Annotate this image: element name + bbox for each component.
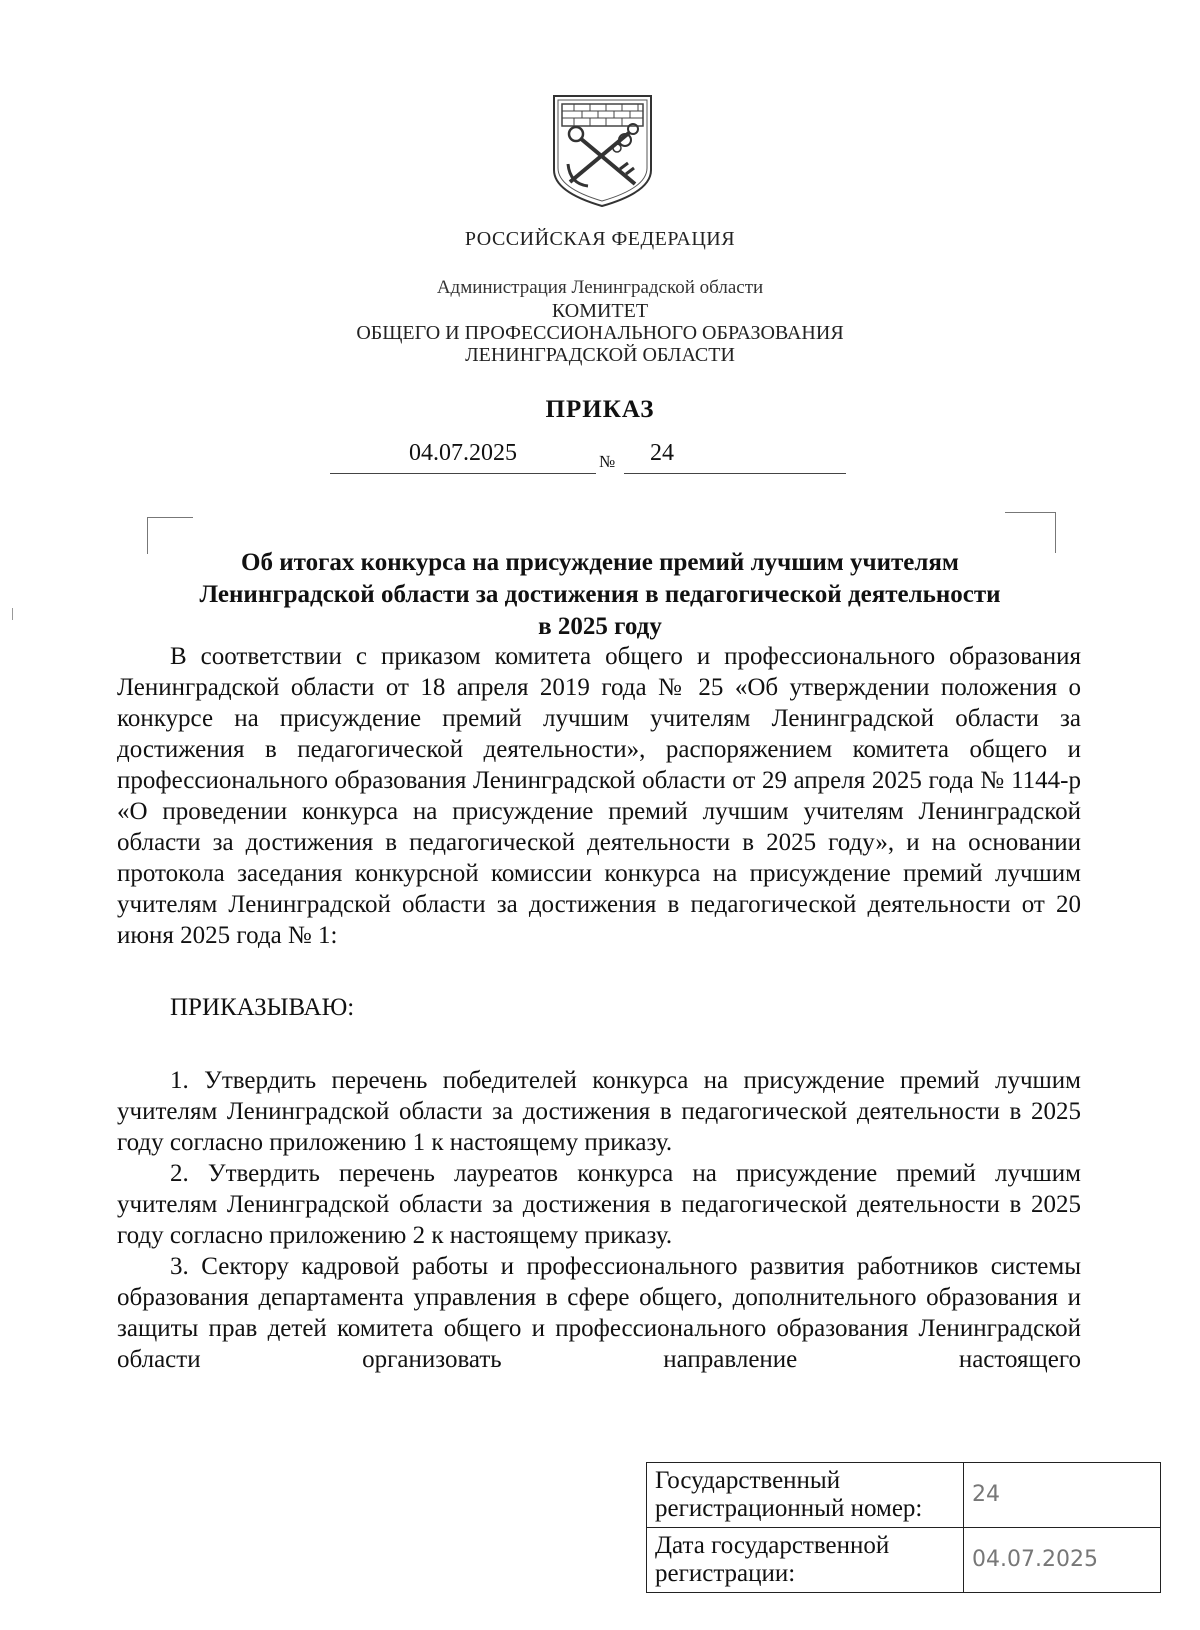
order-item-3: 3. Сектору кадровой работы и профессионального развития работников системы образования департамента управления в сфере общего, дополнительного образования и защиты прав детей комитета общего и профессионального образования Ленинградской области организовать направление настоящего [117, 1253, 1081, 1373]
title-line-2: Ленинградской области за достижения в педагогической деятельности [199, 581, 1001, 608]
registration-number-row [647, 1463, 1161, 1528]
order-number: 24 [650, 440, 674, 466]
document-body [117, 641, 1081, 1375]
country-name: РОССИЙСКАЯ ФЕДЕРАЦИЯ [464, 228, 736, 250]
number-sign: № [599, 452, 616, 471]
order-item-2: 2. Утвердить перечень лауреатов конкурса на присуждение премий лучшим учителям Ленинградской области за достижения в педагогической деятельности в 2025 году согласно приложению 2 к настоящему приказу. [117, 1160, 1081, 1249]
registration-date-value: 04.07.2025 [964, 1528, 1161, 1593]
order-date: 04.07.2025 [330, 440, 596, 474]
committee-label: КОМИТЕТ [551, 300, 649, 322]
committee-full-line-1: ОБЩЕГО И ПРОФЕССИОНАЛЬНОГО ОБРАЗОВАНИЯ [356, 322, 844, 344]
administration-name: Администрация Ленинградской области [436, 277, 764, 298]
registration-number-label: Государственный регистрационный номер: [647, 1463, 964, 1528]
registration-table [646, 1462, 1161, 1593]
order-number-field [624, 440, 846, 474]
order-item-1: 1. Утвердить перечень победителей конкурса на присуждение премий лучшим учителям Ленинградской области за достижения в педагогической деятельности в 2025 году согласно приложению 1 к настоящему приказу. [117, 1067, 1081, 1156]
committee-full-line-2: ЛЕНИНГРАДСКОЙ ОБЛАСТИ [465, 344, 735, 366]
coat-of-arms-icon [550, 92, 655, 210]
scan-mark [12, 608, 13, 620]
document-type: ПРИКАЗ [545, 396, 655, 423]
order-word: ПРИКАЗЫВАЮ: [170, 994, 355, 1021]
document-title [130, 547, 1070, 643]
registration-date-row [647, 1528, 1161, 1593]
registration-number-value: 24 [964, 1463, 1161, 1528]
preamble-paragraph: В соответствии с приказом комитета общего и профессионального образования Ленинградской области от 18 апреля 2019 года № 25 «Об утверждении положения о конкурсе на присуждение премий лучшим учителям Ленинградской области за достижения в педагогической деятельности», распоряжением комитета общего и профессионального образования Ленинградской области от 29 апреля 2025 года № 1144-р «О проведении конкурса на присуждение премий лучшим учителям Ленинградской области за достижения в педагогической деятельности в 2025 году», и на основании протокола заседания конкурсной комиссии конкурса на присуждение премий лучшим учителям Ленинградской области за достижения в педагогической деятельности от 20 июня 2025 года № 1: [117, 643, 1081, 949]
title-line-1: Об итогах конкурса на присуждение премий лучшим учителям [241, 549, 959, 576]
registration-date-label: Дата государственной регистрации: [647, 1528, 964, 1593]
title-line-3: в 2025 году [538, 613, 662, 640]
